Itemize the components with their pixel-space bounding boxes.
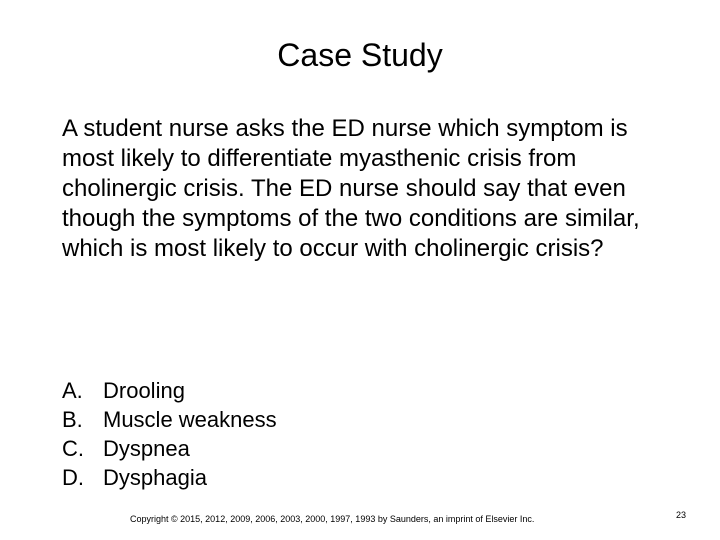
option-letter: A.	[62, 378, 83, 403]
copyright-notice: Copyright © 2015, 2012, 2009, 2006, 2003, 2000, 1997, 1993 by Saunders, an imprint of Elsevier Inc.	[130, 514, 535, 524]
question-text: A student nurse asks the ED nurse which symptom is most likely to differentiate myasthenic crisis from cholinergic crisis. The ED nurse should say that even though the symptoms of the two conditions are similar, which is most likely to occur with cholinergic crisis?	[62, 115, 640, 262]
option-letter: D.	[62, 465, 84, 490]
option-text: Drooling	[103, 378, 185, 403]
option-text: Dyspnea	[103, 436, 190, 461]
answer-option-b	[62, 405, 277, 434]
option-text: Muscle weakness	[103, 407, 277, 432]
option-text: Dysphagia	[103, 465, 207, 490]
answer-option-c	[62, 434, 277, 463]
answer-option-d	[62, 463, 277, 492]
slide-title: Case Study	[277, 37, 443, 73]
option-letter: C.	[62, 436, 84, 461]
answer-options-list	[62, 376, 277, 492]
answer-option-a	[62, 376, 277, 405]
option-letter: B.	[62, 407, 83, 432]
page-number: 23	[676, 510, 687, 520]
